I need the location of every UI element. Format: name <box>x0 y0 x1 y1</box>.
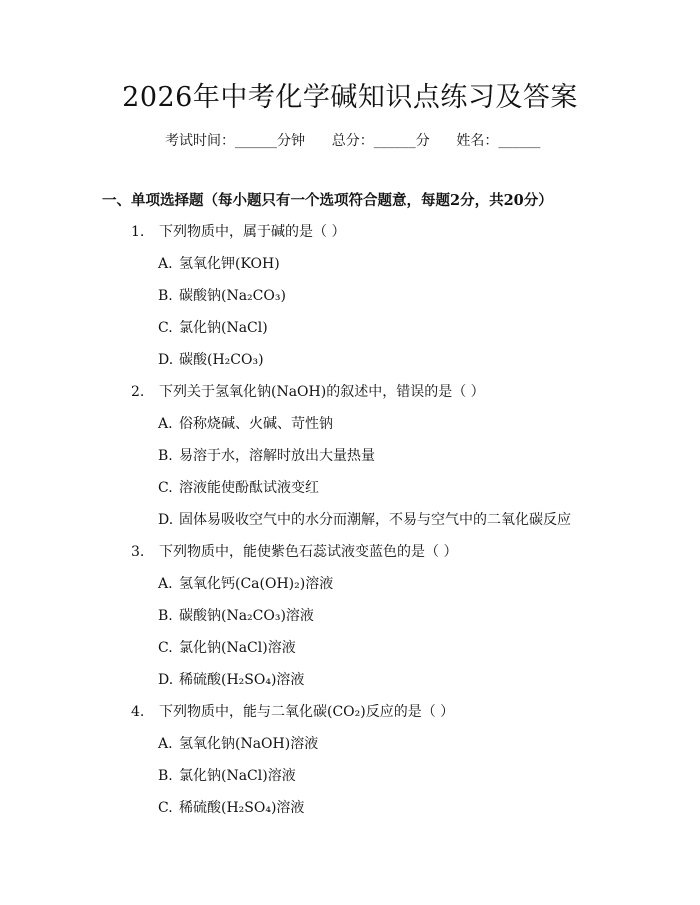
option-letter: C. <box>158 640 173 656</box>
option-text: 稀硫酸(H₂SO₄)溶液 <box>179 800 305 816</box>
question-number: 2. <box>131 384 145 400</box>
option-text: 氢氧化钾(KOH) <box>179 256 280 272</box>
option-text: 氯化钠(NaCl)溶液 <box>179 640 296 656</box>
total-score-field: 总分：______分 <box>331 133 430 149</box>
exam-time-field: 考试时间：______分钟 <box>165 133 305 149</box>
option-4c <box>158 796 304 820</box>
option-text: 易溶于水，溶解时放出大量热量 <box>179 448 375 464</box>
option-1a <box>158 252 280 276</box>
option-1b <box>158 284 286 308</box>
option-letter: B. <box>158 608 173 624</box>
question-1 <box>131 220 345 244</box>
option-2a <box>158 412 333 436</box>
option-2b <box>158 444 375 468</box>
option-letter: B. <box>158 288 173 304</box>
option-text: 氢氧化钠(NaOH)溶液 <box>179 736 319 752</box>
question-4 <box>131 700 454 724</box>
question-number: 3. <box>131 544 145 560</box>
option-text: 固体易吸收空气中的水分而潮解，不易与空气中的二氧化碳反应 <box>179 512 571 528</box>
option-3b <box>158 604 314 628</box>
page-title: 2026年中考化学碱知识点练习及答案 <box>122 82 578 113</box>
option-3d <box>158 668 304 692</box>
question-text: 下列物质中，属于碱的是（ ） <box>159 224 346 240</box>
student-name-field: 姓名：______ <box>456 133 541 149</box>
option-2d <box>158 508 571 532</box>
question-number: 4. <box>131 704 145 720</box>
option-text: 碳酸钠(Na₂CO₃)溶液 <box>179 608 314 624</box>
option-letter: B. <box>158 448 173 464</box>
question-3 <box>131 540 457 564</box>
option-text: 俗称烧碱、火碱、苛性钠 <box>179 416 333 432</box>
option-1c <box>158 316 268 340</box>
exam-info-line <box>165 130 585 152</box>
option-1d <box>158 348 264 372</box>
question-text: 下列关于氢氧化钠(NaOH)的叙述中，错误的是（ ） <box>159 384 485 400</box>
option-3a <box>158 572 333 596</box>
option-letter: D. <box>158 352 174 368</box>
option-text: 溶液能使酚酞试液变红 <box>179 480 319 496</box>
question-2 <box>131 380 485 404</box>
option-text: 氯化钠(NaCl) <box>179 320 268 336</box>
option-text: 稀硫酸(H₂SO₄)溶液 <box>179 672 305 688</box>
option-letter: A. <box>158 416 173 432</box>
option-letter: A. <box>158 736 173 752</box>
option-letter: C. <box>158 480 173 496</box>
option-letter: B. <box>158 768 173 784</box>
option-letter: A. <box>158 576 173 592</box>
option-text: 碳酸钠(Na₂CO₃) <box>179 288 286 304</box>
option-3c <box>158 636 296 660</box>
option-text: 碳酸(H₂CO₃) <box>179 352 264 368</box>
question-text: 下列物质中，能与二氧化碳(CO₂)反应的是（ ） <box>159 704 455 720</box>
section-heading: 一、单项选择题（每小题只有一个选项符合题意，每题2分，共20分） <box>102 192 553 209</box>
option-text: 氯化钠(NaCl)溶液 <box>179 768 296 784</box>
option-4b <box>158 764 296 788</box>
option-letter: C. <box>158 320 173 336</box>
option-letter: A. <box>158 256 173 272</box>
option-letter: D. <box>158 672 174 688</box>
question-number: 1. <box>131 224 145 240</box>
option-4a <box>158 732 318 756</box>
option-letter: D. <box>158 512 174 528</box>
option-letter: C. <box>158 800 173 816</box>
question-text: 下列物质中，能使紫色石蕊试液变蓝色的是（ ） <box>159 544 458 560</box>
option-2c <box>158 476 319 500</box>
option-text: 氢氧化钙(Ca(OH)₂)溶液 <box>179 576 334 592</box>
